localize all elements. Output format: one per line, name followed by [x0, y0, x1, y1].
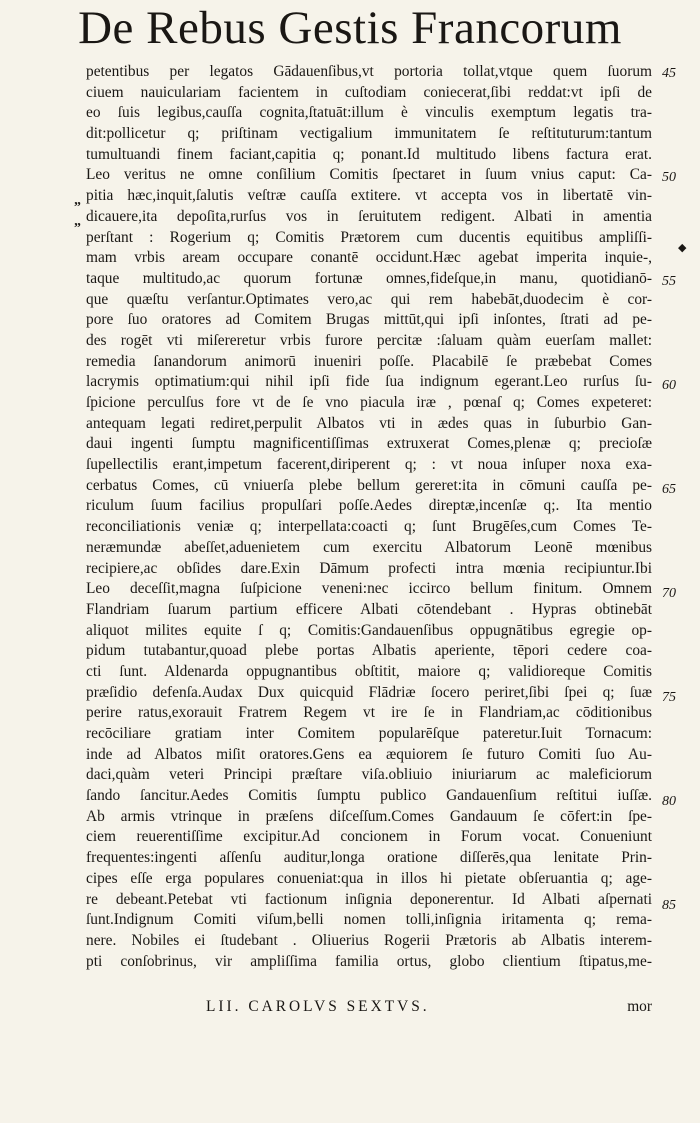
- text-line: perſtant : Rogerium q; Comitis Prætorem cum ducentis equitibus ampliſſi-: [86, 228, 652, 246]
- text-line: ſupellectilis erant,impetum facerent,diriperent q; : vt noua inſuper noxa exa-: [86, 456, 652, 474]
- footer-title: LII. CAROLVS SEXTVS.: [206, 998, 430, 1015]
- text-line: pore ſuo oratores ad Comitem Brugas mittūt,qui ipſi inſontes, ſtrati ad pe-: [86, 311, 652, 329]
- text-line: ciem reuerentiſſime excipitur.Ad concionem in Forum vocat. Conueniunt: [86, 828, 652, 846]
- text-line: ſunt.Indignum Comiti viſum,belli nomen tolli,inſignia iritamenta q; rema-: [86, 911, 652, 929]
- margin-line-number: 75: [662, 690, 676, 705]
- text-line: recōciliare gratiam inter Comitem popularēſque pateretur.Iuit Tornacum:: [86, 725, 652, 742]
- margin-line-number: 45: [662, 66, 676, 81]
- text-line: dicauere,ita depoſita,rurſus vos in ſeruitutem redigent. Albati in amentia: [86, 207, 652, 225]
- margin-line-number: 70: [662, 586, 676, 601]
- text-line: pti conſobrinus, vir ampliſſima familia ortus, globo clientium ſtipatus,me-: [86, 952, 652, 970]
- text-line: riculum ſuum facilius propulſari poſſe.Aedes direptæ,incenſæ q;. Ita mentio: [86, 497, 652, 515]
- margin-line-number: 55: [662, 274, 676, 289]
- text-line: pidum tutabantur,quoad plebe portas Albatis aperiente, tēpori cedere coa-: [86, 642, 652, 660]
- text-line: reconciliationis veniæ q; interpellata:coacti q; ſunt Brugēſes,cum Comes Te-: [86, 518, 652, 536]
- text-line: cerbatus Comes, cū vniuerſa plebe bellum gereret:ita in cōmuni cauſſa pe-: [86, 476, 652, 494]
- text-block: [86, 62, 652, 972]
- text-line: ſpicione perculſus fore vt de ſe vno piacula iræ , pœnaſ q; Comes expeteret:: [86, 394, 652, 411]
- text-line: perire ratus,exorauit Fratrem Regem vt ire ſe in Flandriam,ac cōditionibus: [86, 704, 652, 722]
- text-line: taque multitudo,ac quorum fortunæ omnes,fideſque,in manu, quotidianō-: [86, 269, 652, 287]
- margin-line-number: 60: [662, 378, 676, 393]
- text-line: tumultuandi finem faciant,capitia q; ponant.Id multitudo libens factura erat.: [86, 145, 652, 163]
- text-line: que quæſtu verſantur.Optimates vero,ac qui rem habebāt,duodecim è cor-: [86, 290, 652, 308]
- quote-mark: „: [74, 214, 81, 229]
- text-line: cti ſunt. Aldenarda oppugnantibus obſtitit, maiore q; validioreque Comitis: [86, 662, 652, 680]
- running-head: De Rebus Gestis Francorum: [78, 2, 622, 54]
- text-line: frequentes:ingenti aſſenſu auditur,longa oratione diſſerēs,qua lenitate Prin-: [86, 849, 652, 867]
- text-line: dit:pollicetur q; priſtinam vectigalium immunitatem ſe reſtituturum:tantum: [86, 125, 652, 143]
- text-line: Leo deceſſit,magna ſuſpicione veneni:nec iccirco bellum finitum. Omnem: [86, 580, 652, 598]
- text-line: remedia ſanandorum animorū inueniri poſſe. Placabilē ſe præbebat Comes: [86, 352, 652, 370]
- page-footer: [86, 996, 652, 1018]
- text-line: nere. Nobiles ei ſtudebant . Oliuerius Rogerii Prætoris ab Albatis interem-: [86, 931, 652, 949]
- text-line: aliquot milites equite ſ q; Comitis:Gandauenſibus oppugnātibus egregie op-: [86, 621, 652, 639]
- text-line: Leo veritus ne omne conſilium Comitis ſpectaret in ſuum vnius caput: Ca-: [86, 166, 652, 184]
- margin-line-number: 80: [662, 794, 676, 809]
- text-line: ſando ſancitur.Aedes Comitis ſumptu publico Gandauenſium reſtitui iuſſæ.: [86, 787, 652, 805]
- text-line: Ab armis vtrinque in præſens diſceſſum.Comes Gandauum ſe cōfert:in ſpe-: [86, 807, 652, 825]
- text-line: des rogēt vti miſereretur vrbis furore percitæ :ſaluam quàm euerſam mallet:: [86, 331, 652, 349]
- margin-line-number: 50: [662, 170, 676, 185]
- text-line: neræmundæ abeſſet,aduenietem cum exercitu Albatorum Leonē mœnibus: [86, 538, 652, 556]
- margin-mark-icon: ◆: [678, 242, 687, 254]
- margin-line-number: 85: [662, 898, 676, 913]
- text-line: Flandriam ſuarum partium efficere Albati cōtendebant . Hypras obtinebāt: [86, 600, 652, 618]
- text-line: daui ingenti ſumptu magnificentiſſimas extruxerat Comes,plenæ q; precioſæ: [86, 435, 652, 453]
- text-line: lacrymis optimatium:qui nihil ipſi fide ſua indignum egerant.Leo rurſus ſu-: [86, 373, 652, 391]
- catchword: mor: [627, 998, 652, 1015]
- text-line: daci,quàm veteri Principi præſtare viſa.obliuio iniuriarum ac maleficiorum: [86, 766, 652, 784]
- text-line: præſidio defenſa.Audax Dux quicquid Flādriæ ſocero periret,ſibi ſpei q; ſuæ: [86, 683, 652, 701]
- text-line: antequam legati rediret,perpulit Albatos vti in ædes quas in ſuburbio Gan-: [86, 414, 652, 432]
- text-line: mam vrbis aream occupare conantē occidunt.Hæc agebat imperita inquie-,: [86, 249, 652, 267]
- text-line: eo ſuis legibus,cauſſa cognita,ſtatuāt:illum è vinculis exemptum legatis tra-: [86, 104, 652, 122]
- text-line: cipes eſſe erga populares conueniat:qua in illos hi pietate obſeruantia q; age-: [86, 869, 652, 887]
- text-line: inde ad Albatos miſit oratores.Gens ea æquiorem ſe futuro Comiti ſuo Au-: [86, 745, 652, 763]
- margin-line-number: 65: [662, 482, 676, 497]
- text-line: ciuem nauiculariam facientem in cuſtodiam coniecerat,ſibi reddat:vt ipſi de: [86, 83, 652, 101]
- text-line: recipiere,ac obſides dare.Exin Dāmum profecti intra mœnia recipiuntur.Ibi: [86, 559, 652, 577]
- quote-mark: „: [74, 193, 81, 208]
- text-line: petentibus per legatos Gādauenſibus,vt portoria tollat,vtque quem ſuorum: [86, 63, 652, 80]
- text-line: re debeant.Petebat vti factionum inſignia deponerentur. Id Albati aſpernati: [86, 890, 652, 908]
- text-line: pitia hæc,inquit,ſalutis veſtræ cauſſa extitere. vt accepta vos in libertatē vin-: [86, 187, 652, 205]
